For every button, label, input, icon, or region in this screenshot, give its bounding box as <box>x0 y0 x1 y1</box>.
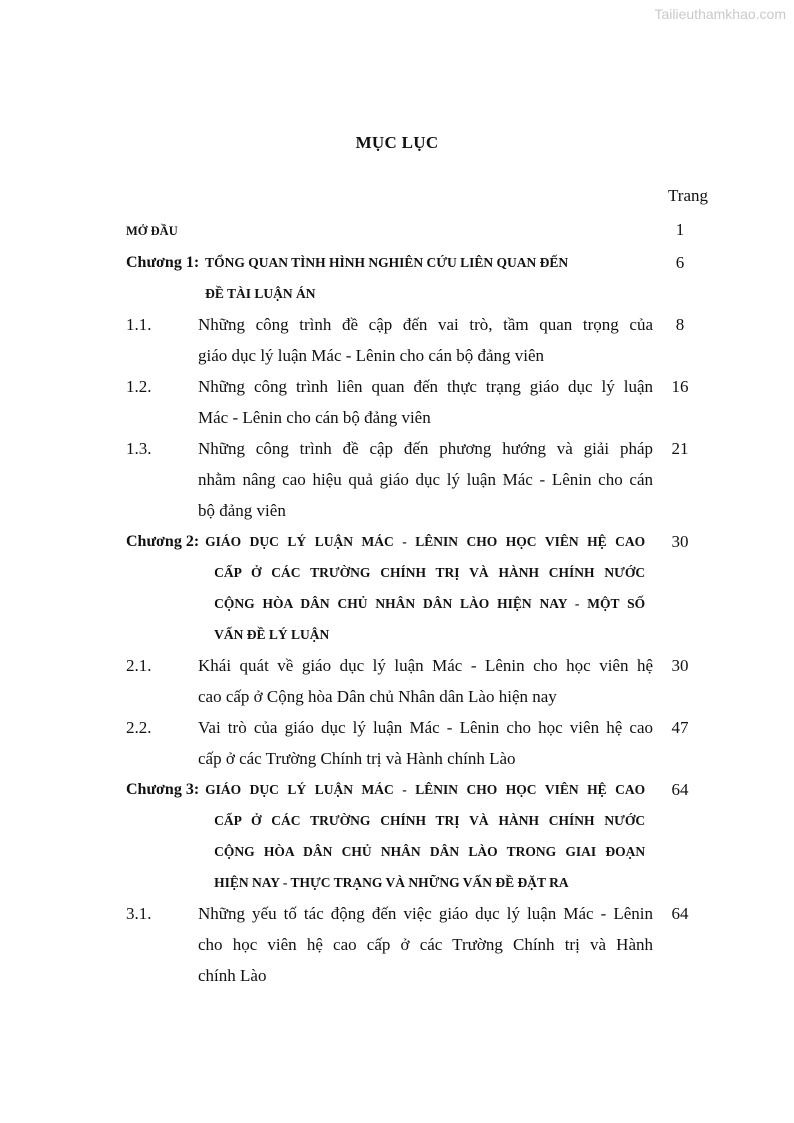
section-title-line: Những công trình đề cập đến phương hướng và giải pháp <box>198 439 653 458</box>
page-column-header: Trang <box>668 186 708 205</box>
section-title-line: bộ đảng viên <box>198 501 286 520</box>
section-title <box>198 712 653 774</box>
chapter-title-line: CẤP Ở CÁC TRƯỜNG CHÍNH TRỊ VÀ HÀNH CHÍNH NƯỚC <box>214 813 646 828</box>
entry-page: 16 <box>671 377 689 396</box>
section-title-line: Vai trò của giáo dục lý luận Mác - Lênin cho học viên hệ cao <box>198 718 653 737</box>
chapter-title-line: CẤP Ở CÁC TRƯỜNG CHÍNH TRỊ VÀ HÀNH CHÍNH NƯỚC <box>214 565 646 580</box>
toc-entry-intro[interactable] <box>126 214 726 247</box>
chapter-title-line: GIÁO DỤC LÝ LUẬN MÁC - LÊNIN CHO HỌC VIÊN HỆ CAO <box>205 782 646 797</box>
section-title-line: Những công trình liên quan đến thực trạng giáo dục lý luận <box>198 377 653 396</box>
section-number: 2.2. <box>126 718 152 737</box>
toc-entry-section-2-2[interactable] <box>126 712 726 774</box>
entry-page: 30 <box>671 656 689 675</box>
section-title-line: cao cấp ở Cộng hòa Dân chủ Nhân dân Lào hiện nay <box>198 687 557 706</box>
section-title-line: Những công trình đề cập đến vai trò, tầm quan trọng của <box>198 315 653 334</box>
section-title <box>198 433 653 526</box>
toc-entry-section-1-1[interactable] <box>126 309 726 371</box>
section-title-line: cho học viên hệ cao cấp ở các Trường Chính trị và Hành <box>198 935 653 954</box>
chapter-title-line: VẤN ĐỀ LÝ LUẬN <box>214 627 330 642</box>
section-title <box>198 650 653 712</box>
section-title <box>198 898 653 991</box>
section-title-line: giáo dục lý luận Mác - Lênin cho cán bộ đảng viên <box>198 346 545 365</box>
watermark: Tailieuthamkhao.com <box>654 6 786 22</box>
section-title-line: chính Lào <box>198 966 267 985</box>
section-number: 2.1. <box>126 656 152 675</box>
section-title-line: Khái quát về giáo dục lý luận Mác - Lênin cho học viên hệ <box>198 656 653 675</box>
toc-entry-chapter-2[interactable] <box>126 526 726 650</box>
entry-page: 8 <box>675 315 685 334</box>
section-title-line: nhằm nâng cao hiệu quả giáo dục lý luận Mác - Lênin cho cán <box>198 470 653 489</box>
section-number: 1.1. <box>126 315 152 334</box>
toc-entry-chapter-1[interactable] <box>126 247 726 309</box>
chapter-title <box>199 774 645 898</box>
page-title: MỤC LỤC <box>355 133 439 152</box>
entry-page: 21 <box>671 439 689 458</box>
chapter-title-line: CỘNG HÒA DÂN CHỦ NHÂN DÂN LÀO HIỆN NAY - MỘT SỐ <box>214 596 646 611</box>
entry-page: 6 <box>675 253 685 272</box>
section-title <box>198 309 653 371</box>
table-of-contents <box>126 214 726 991</box>
chapter-title-line: TỔNG QUAN TÌNH HÌNH NGHIÊN CỨU LIÊN QUAN ĐẾN <box>205 255 569 270</box>
section-title <box>198 371 653 433</box>
chapter-title-line: HIỆN NAY - THỰC TRẠNG VÀ NHỮNG VẤN ĐỀ ĐẶT RA <box>214 875 569 890</box>
entry-page: 1 <box>675 220 685 239</box>
entry-page: 30 <box>671 532 689 551</box>
chapter-title-line: GIÁO DỤC LÝ LUẬN MÁC - LÊNIN CHO HỌC VIÊN HỆ CAO <box>205 534 646 549</box>
chapter-number: Chương 1: <box>126 254 200 271</box>
chapter-title-line: ĐỀ TÀI LUẬN ÁN <box>205 286 316 301</box>
toc-entry-section-2-1[interactable] <box>126 650 726 712</box>
chapter-title <box>199 247 645 309</box>
toc-entry-section-3-1[interactable] <box>126 898 726 991</box>
entry-page: 64 <box>671 780 689 799</box>
entry-label: MỞ ĐẦU <box>126 224 178 238</box>
chapter-number: Chương 2: <box>126 533 200 550</box>
chapter-number: Chương 3: <box>126 781 200 798</box>
section-title-line: cấp ở các Trường Chính trị và Hành chính Lào <box>198 749 516 768</box>
entry-page: 47 <box>671 718 689 737</box>
toc-entry-section-1-2[interactable] <box>126 371 726 433</box>
chapter-title <box>199 526 645 650</box>
chapter-title-line: CỘNG HÒA DÂN CHỦ NHÂN DÂN LÀO TRONG GIAI ĐOẠN <box>214 844 646 859</box>
section-number: 1.3. <box>126 439 152 458</box>
toc-entry-chapter-3[interactable] <box>126 774 726 898</box>
section-title-line: Những yếu tố tác động đến việc giáo dục lý luận Mác - Lênin <box>198 904 653 923</box>
section-title-line: Mác - Lênin cho cán bộ đảng viên <box>198 408 431 427</box>
section-number: 1.2. <box>126 377 152 396</box>
section-number: 3.1. <box>126 904 152 923</box>
entry-page: 64 <box>671 904 689 923</box>
toc-entry-section-1-3[interactable] <box>126 433 726 526</box>
